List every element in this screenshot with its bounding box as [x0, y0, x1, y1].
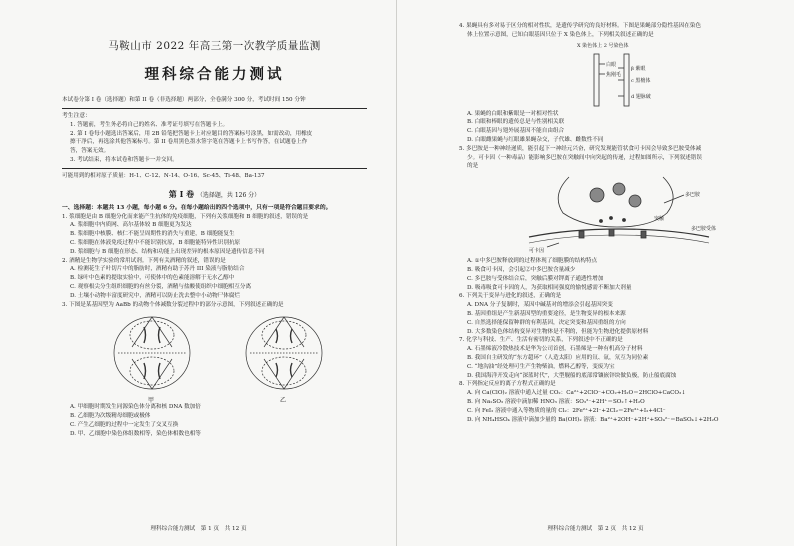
question-8 [459, 380, 764, 424]
option-c: C. 白眼基因与翅外展基因不能自由组合 [467, 128, 565, 135]
question-stem: 少。可卡因（一种毒品）能影响多巴胺在突触间中向突起的传递，过程如图所示，下列叙述错误 [467, 154, 702, 161]
option-a: A. 向 Ca(ClO)₂ 溶液中通入过量 CO₂：Ca²⁺+2ClO⁻+CO₂+H₂O＝2HClO+CaCO₃↓ [467, 390, 686, 397]
option-d: D. 白眼雌果蝇与红眼雄果蝇杂交，子代雄、雌数性不同 [467, 136, 604, 143]
gene-label: 白眼 [606, 61, 617, 68]
option-d: D. 向 NH₄HSO₄ 溶液中滴加少量的 Ba(OH)₂ 溶液：Ba²⁺+2OH⁻+2H⁺+SO₄²⁻＝BaSO₄↓+2H₂O [467, 416, 719, 423]
section-heading [62, 189, 367, 200]
option-c: C. “地沟油”经处理可生产生物柴油，燃料乙醇等，变废为宝 [467, 363, 615, 370]
option-b: B. 乙细胞为次级精母细胞或极体 [70, 413, 151, 420]
option-b: B. 吸食可卡因，会引起②中多巴胺含量减少 [467, 266, 576, 273]
option-c: C. 向 FeI₂ 溶液中通入等物质的量的 Cl₂：2Fe²⁺+2I⁻+2Cl₂＝2Fe³⁺+I₂+4Cl⁻ [467, 407, 666, 414]
question-stem: 2. 酒精是生物学实验的常用试剂。下列有关酒精的叙述，错误的是 [62, 257, 226, 264]
question-1 [62, 213, 367, 257]
atomic-masses: 可能用到的相对原子质量：H-1、C-12、N-14、O-16、Sc-45、Ti-48、Ba-137 [62, 172, 265, 179]
divider [62, 108, 367, 109]
option-a: A. 石墨烯液冷散热技术是华为公司首创，石墨烯是一种有机高分子材料 [467, 346, 643, 353]
option-b: B. 我国自主研发的“东方超环”（人造太阳）应用的氘、氚，氘互为同位素 [467, 354, 649, 361]
question-stem: 5. 多巴胺是一种神经递质，能引起下一神经元兴奋，研究发现能管状食可卡因会导致多巴胺受体减 [459, 145, 702, 152]
gene-label: c 黑檀体 [631, 77, 651, 84]
divider [62, 168, 367, 169]
question-stem: 7. 化学与科技、生产、生活有密切的关系，下列叙述中不正确的是 [459, 337, 623, 344]
cell-jia [114, 317, 190, 389]
option-b: B. 向 Na₂SO₃ 溶液中滴加稀 HNO₃ 溶液：SO₃²⁻+2H⁺＝SO₂↑+H₂O [467, 398, 645, 405]
exam-title: 理科综合能力测试 [144, 66, 285, 83]
option-d: D. 土壤小动物丰富度研究中，酒精可以防止洗去整中小动物尸体腐烂 [70, 292, 241, 299]
synapse-svg [459, 173, 764, 255]
question-6 [459, 292, 764, 336]
option-d: D. 甲、乙细胞中染色体组数相等，染色体相数也相等 [70, 430, 201, 437]
question-stem: 1. 浆细胞是由 B 细胞分化而来能产生抗体的免疫细胞，下列有关浆细胞和 B 细胞的叙述，错误的是 [62, 213, 309, 220]
page-footer: 理科综合能力测试 第 2 页 共 12 页 [547, 526, 644, 532]
synapse-label: 可卡因 [529, 248, 545, 255]
notice-heading: 考生注意： [62, 112, 91, 119]
question-4 [459, 22, 764, 145]
question-2 [62, 257, 367, 301]
page-2-column [459, 22, 764, 424]
page-1-column [62, 22, 367, 439]
question-stem: 体上位置示意图，已知白眼基因只位于 X 染色体上，下列相关叙述正确的是 [467, 31, 654, 38]
cell-diagram-svg [62, 311, 367, 403]
option-d: D. 吸毒吸食可卡因的人，为获取相同强度的愉悦感需不断加大剂量 [467, 284, 632, 291]
option-d: D. 浆细胞与 B 细胞在形态、结构和功能上出现差异的根本原因是遗传信息不同 [70, 248, 265, 255]
synapse-label: 多巴胺受体 [691, 226, 717, 233]
option-a: A. 甲细胞时期发生同源染色体分离和核 DNA 数加倍 [70, 404, 201, 411]
cell-yi [246, 317, 322, 389]
cell-division-figure [62, 311, 367, 403]
option-d: D. 大多数染色体结构变异对生物体是不利的，但能为生物进化提供原材料 [467, 328, 649, 335]
option-a: A. 浆细胞中内质网、高尔基体较 B 细胞更为发达 [70, 222, 192, 229]
notice-item: 擦干净后，再选涂其他答案标号。第 II 卷用黑色墨水签字笔在答题卡上书写作答，在试题卷上作 [70, 139, 308, 146]
exam-subtitle: 马鞍山市 2022 年高三第一次教学质量监测 [108, 40, 321, 52]
cell-label-jia: 甲 [148, 397, 155, 405]
exam-intro: 本试卷分第 I 卷（选择题）和第 II 卷（非选择题）两部分，全卷满分 300 分，考试时间 150 分钟 [62, 97, 306, 103]
notice-item: 1. 答题前，考生务必将自己的姓名、准考证号填写在答题卡上。 [70, 121, 229, 128]
section-title: 第 I 卷 [168, 188, 195, 199]
question-7 [459, 336, 764, 380]
question-3 [62, 301, 367, 439]
section-instruction: 一、选择题：本题共 13 小题，每小题 6 分。在每小题给出的四个选项中，只有一项是符合题目要求的。 [62, 204, 332, 211]
synapse-label: 多巴胺 [685, 192, 701, 199]
question-5 [459, 145, 764, 293]
chromosome-header: X 染色体上 2 号染色体 [577, 42, 629, 49]
gene-label: d 翅脉破 [631, 93, 651, 100]
gene-label: 焦刚毛 [606, 71, 622, 78]
option-c: C. 多巴胺与受体结合后，突触后膜对钾离子通透性增加 [467, 275, 604, 282]
cell-label-yi: 乙 [280, 397, 287, 405]
option-b: B. 浆细胞中核膜、核仁不能呈周期性的消失与重建，B 细胞能复生 [70, 231, 235, 238]
notice-item: 3. 考试结束，将本试卷和答题卡一并交回。 [70, 156, 178, 163]
synapse-label: 突触 [654, 216, 665, 223]
option-a: A. ①中多巴胺释放到的过程体现了细胞膜的结构特点 [467, 258, 598, 265]
synapse-figure [459, 173, 764, 255]
option-c: C. 产生乙细胞的过程中一定发生了交叉互换 [70, 421, 179, 428]
option-b: B. 绿叶中色素的提取实验中，可使体中的色素能溶解于无水乙醇中 [70, 275, 235, 282]
chromosome-figure [459, 42, 764, 108]
question-stem: 6. 下列关于变异与进化的叙述，正确的是 [459, 293, 562, 300]
question-stem: 3. 下图是某基因型为 AaBb 的动物个体减数分裂过程中的部分示意图，下列叙述正确的是 [62, 301, 284, 308]
option-b: B. 基因重组是产生新基因型的重要途径，是生物变异的根本来源 [467, 310, 626, 317]
notice-item: 2. 第 I 卷每小题选出答案后，用 2B 铅笔把答题卡上对应题目的答案标号涂黑，如需改动，用橡皮 [70, 130, 313, 137]
option-c: C. 浆细胞在体液免疫过程中不能识别抗原，B 细胞能特异性识别抗原 [70, 239, 241, 246]
page-footer: 理科综合能力测试 第 1 页 共 12 页 [150, 526, 247, 532]
question-stem: 8. 下列指定反应的离子方程式正确的是 [459, 381, 556, 388]
option-d: D. 我国海洋开发走向“深蓝时代”，大型舰船的底部常镶嵌锌块做负极，防止船底腐蚀 [467, 372, 677, 379]
option-a: A. 检测花生子叶切片中的脂肪时，酒精有助于苏丹 III 染液与脂肪结合 [70, 266, 245, 273]
question-stem: 4. 果蝇具有多对易于区分的相对性状，是遗传学研究的良好材料。下图是果蝇部分隐性基因在染色 [459, 23, 702, 29]
option-a: A. DNA 分子复制时，某因中碱基对的增添会引起基因突变 [467, 302, 613, 309]
page-2 [397, 0, 794, 546]
section-note: （选择题，共 126 分） [196, 191, 261, 199]
question-stem: 的是 [467, 163, 479, 170]
option-b: B. 白眼和棒眼的遗传总是与性别相关联 [467, 119, 565, 126]
gene-label: β 紫眼 [631, 65, 646, 72]
option-c: C. 观察根尖分生组织细胞的有丝分裂，酒精与盐酸使组织中细胞相互分离 [70, 283, 252, 290]
option-c: C. 自然选择能保留种群的有利基因，决定突变和基因重组的方向 [467, 319, 626, 326]
option-a: A. 果蝇的白眼和紫眼是一对相对性状 [467, 110, 559, 117]
notice-item: 答，答案无效。 [70, 148, 110, 155]
